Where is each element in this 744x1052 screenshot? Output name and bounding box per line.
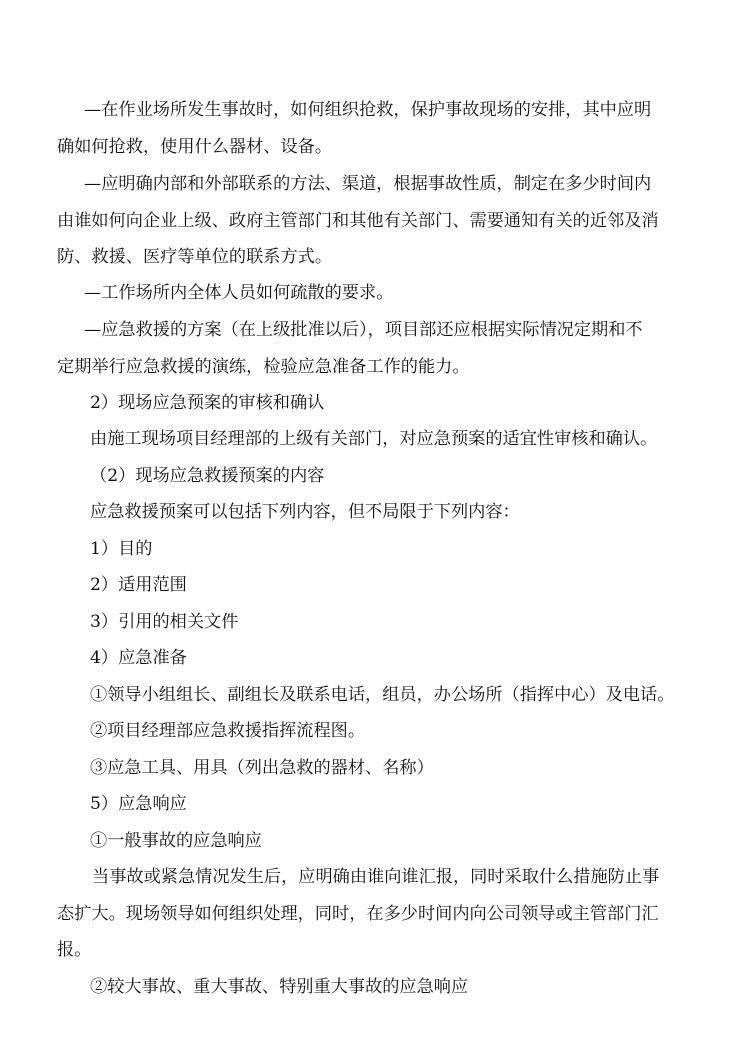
text-line: （2）现场应急救援预案的内容 <box>90 466 325 486</box>
text-line: 由谁如何向企业上级、政府主管部门和其他有关部门、需要通知有关的近邻及消 <box>57 210 659 231</box>
text-line: 确如何抢救，使用什么器材、设备。 <box>57 136 333 157</box>
paragraph-evacuation <box>84 275 714 312</box>
text-line: 由施工现场项目经理部的上级有关部门，对应急预案的适宜性审核和确认。 <box>90 429 658 449</box>
text-line: 3）引用的相关文件 <box>90 612 239 632</box>
paragraph-contact-methods <box>57 166 714 276</box>
text-line: 4）应急准备 <box>90 648 187 668</box>
list-item-preparation <box>90 640 720 677</box>
list-item-emergency-tools <box>90 750 720 787</box>
list-item-command-flowchart <box>90 713 720 750</box>
text-line: 5）应急响应 <box>90 794 187 814</box>
heading-plan-contents <box>90 458 720 495</box>
text-line: 定期举行应急救援的演练，检验应急准备工作的能力。 <box>57 356 470 377</box>
text-line: —工作场所内全体人员如何疏散的要求。 <box>84 283 394 303</box>
text-line: —应明确内部和外部联系的方法、渠道，根据事故性质，制定在多少时间内 <box>84 174 652 194</box>
list-item-scope <box>90 567 720 604</box>
heading-review-confirm <box>90 385 720 422</box>
text-line: 2）现场应急预案的审核和确认 <box>90 393 325 413</box>
text-line: 2）适用范围 <box>90 575 187 595</box>
paragraph-review-body <box>90 421 720 458</box>
text-line: ①一般事故的应急响应 <box>90 831 262 851</box>
text-line: ①领导小组组长、副组长及联系电话，组员，办公场所（指挥中心）及电话。 <box>90 685 675 705</box>
paragraph-plan-intro <box>90 494 720 531</box>
list-item-leadership-group <box>90 677 720 714</box>
list-item-general-accident <box>90 823 720 860</box>
text-line: 当事故或紧急情况发生后，应明确由谁向谁汇报，同时采取什么措施防止事 <box>92 867 660 887</box>
paragraph-reporting <box>57 859 722 969</box>
paragraph-rescue-plan <box>57 312 714 385</box>
paragraph-rescue-arrangement <box>57 92 714 165</box>
text-line: 1）目的 <box>90 539 153 559</box>
text-line: 防、救援、医疗等单位的联系方式。 <box>57 247 333 267</box>
text-line: 应急救援预案可以包括下列内容，但不局限于下列内容： <box>90 502 520 522</box>
text-line: 态扩大。现场领导如何组织处理，同时，在多少时间内向公司领导或主管部门汇 <box>57 903 659 924</box>
list-item-emergency-response <box>90 786 720 823</box>
text-line: —在作业场所发生事故时，如何组织抢救，保护事故现场的安排，其中应明 <box>84 100 652 120</box>
text-line: ②项目经理部应急救援指挥流程图。 <box>90 721 366 741</box>
text-line: 报。 <box>57 940 92 960</box>
list-item-major-accident <box>90 969 720 1006</box>
list-item-referenced-docs <box>90 604 720 641</box>
text-line: ②较大事故、重大事故、特别重大事故的应急响应 <box>90 977 469 997</box>
text-line: ③应急工具、用具（列出急救的器材、名称） <box>90 758 434 778</box>
list-item-purpose <box>90 531 720 568</box>
text-line: —应急救援的方案（在上级批准以后），项目部还应根据实际情况定期和不 <box>84 320 643 340</box>
